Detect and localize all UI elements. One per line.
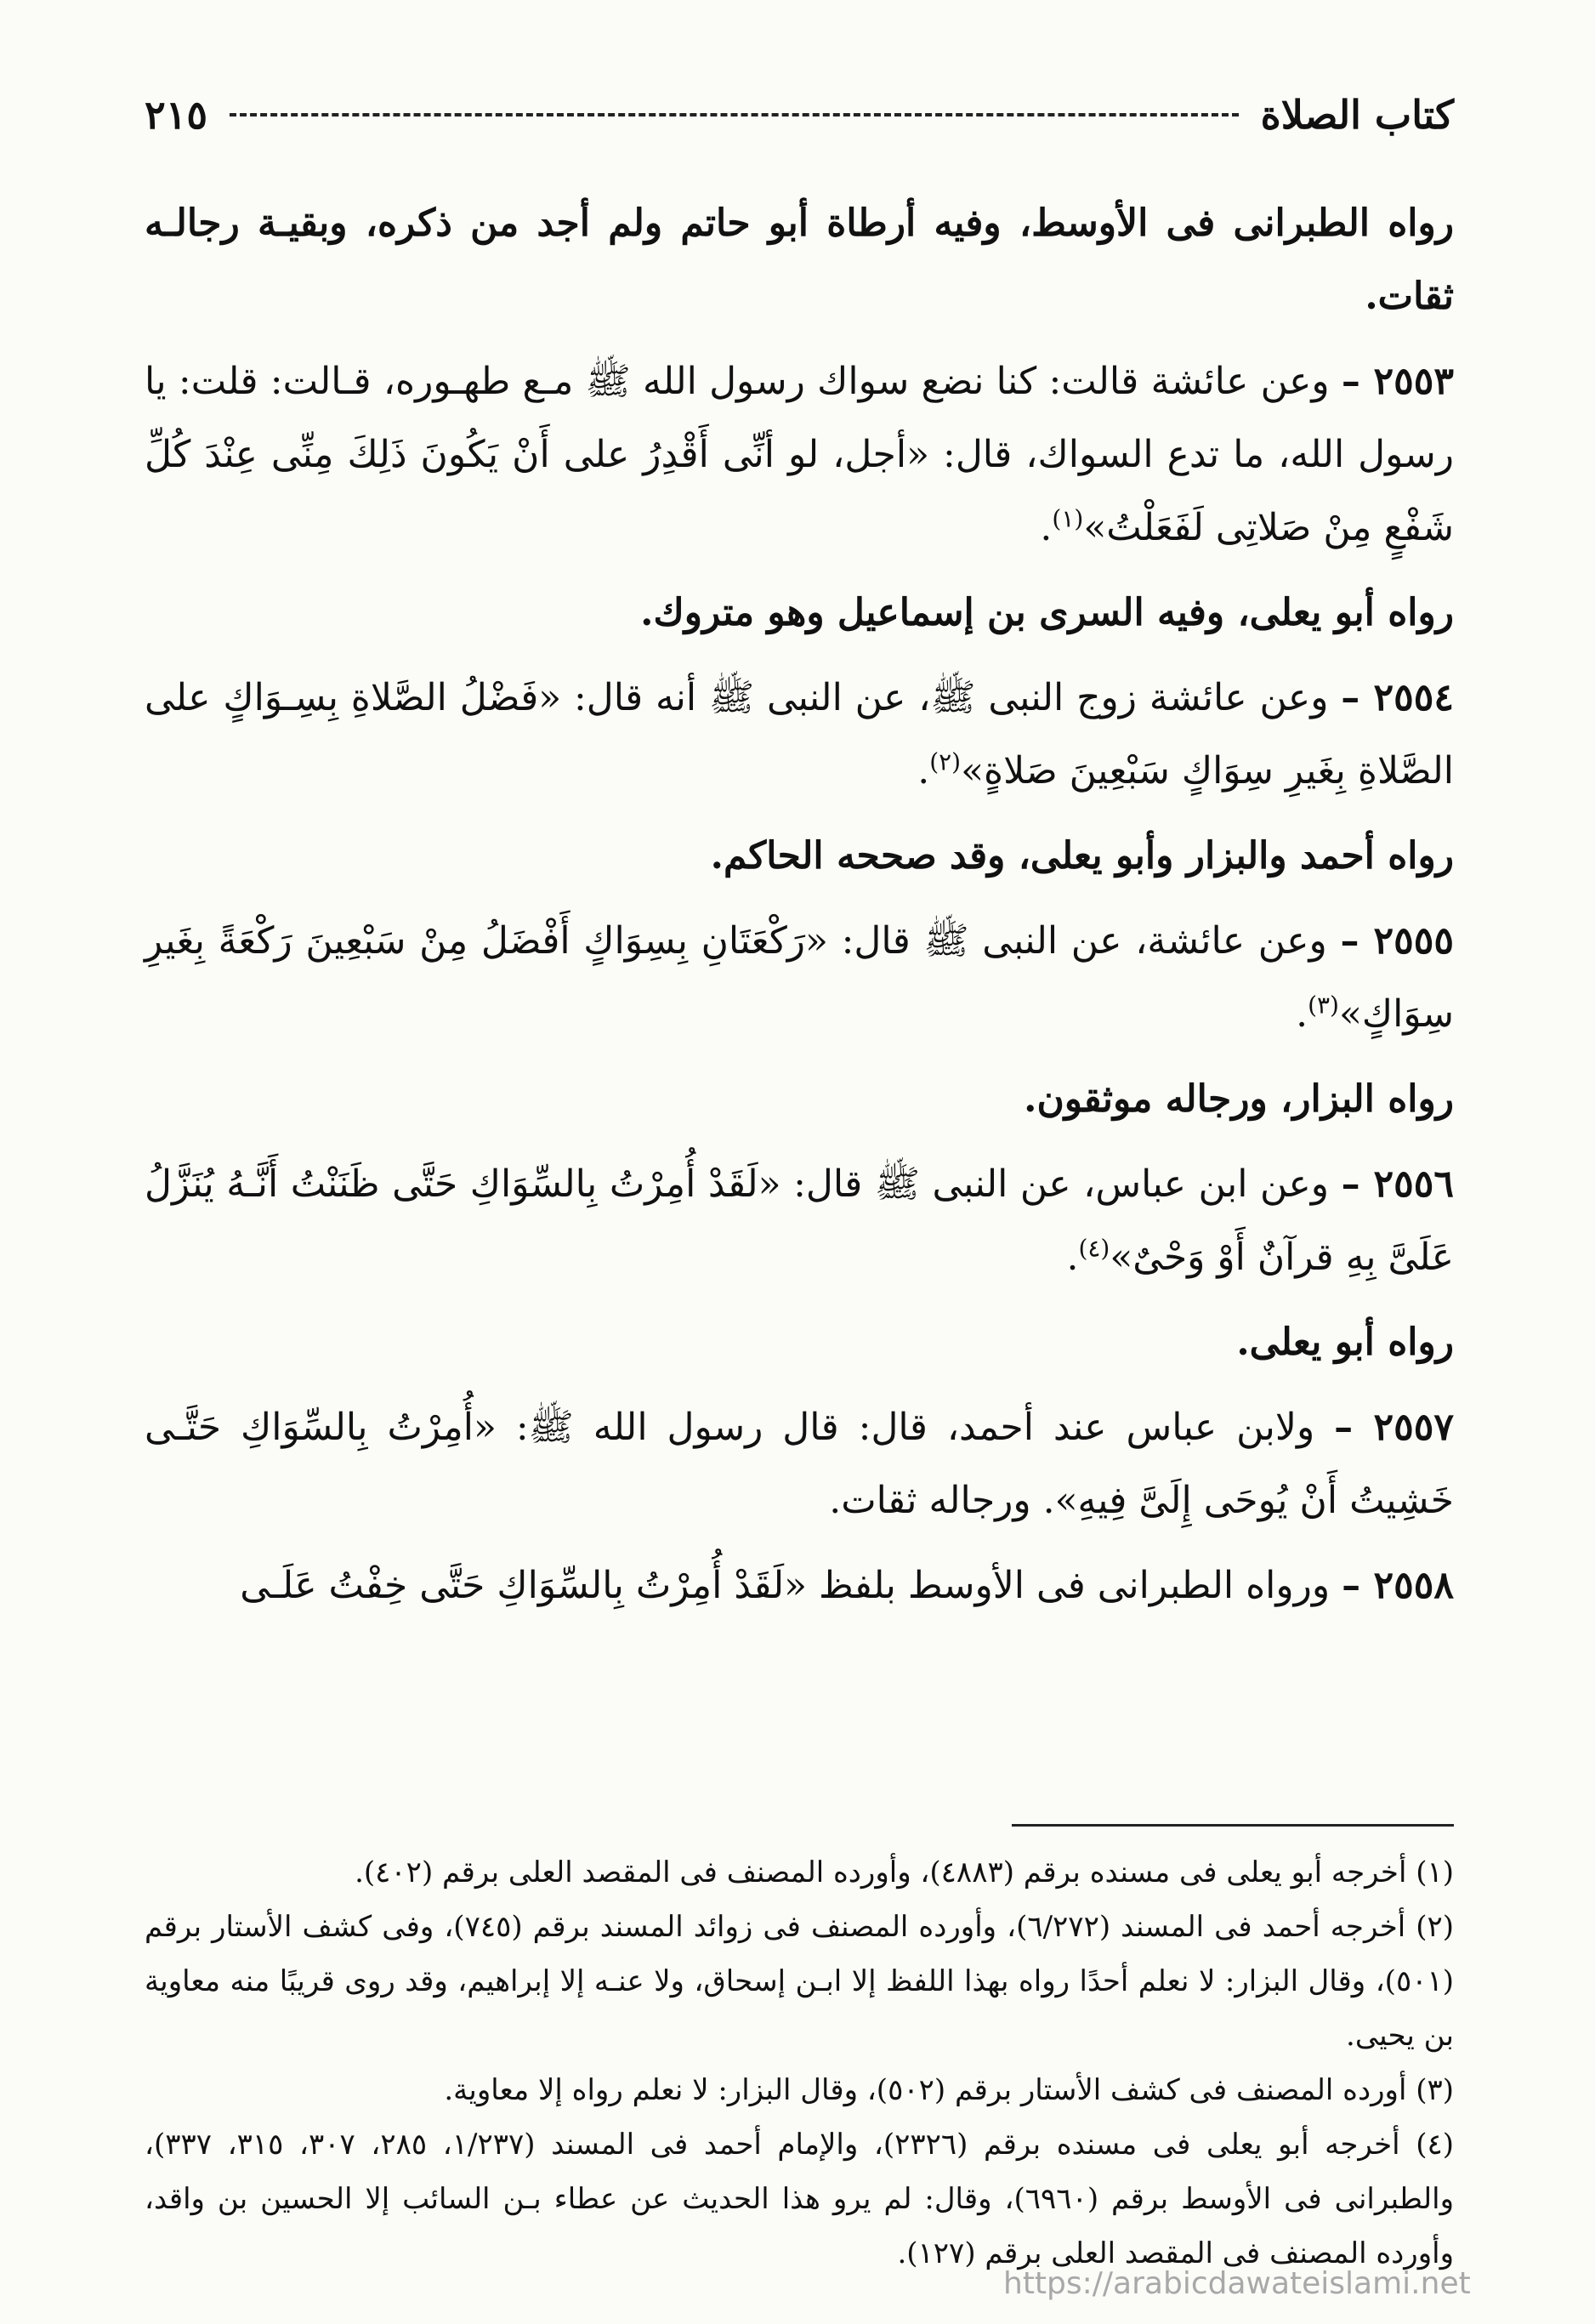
footnote-ref[interactable]: (١) [1052,504,1084,533]
paragraph [145,187,1454,333]
footnote-ref[interactable]: (٤) [1078,1234,1110,1263]
page-header [145,85,1454,145]
hadith-number: ٢٥٥٣ – [1341,360,1454,403]
hadith-2557 [145,1391,1454,1537]
footnote-2: (٢) أخرجه أحمد فى المسند (٦/٢٧٢)، وأورده المصنف فى زوائد المسند برقم (٧٤٥)، وفى كشف الأستار برقم (٥٠١)، وقال البزار: لا نعلم أحدًا رواه بهذا اللفظ إلا ابـن إسحاق، ولا عنـه إلا إبراهيم، وقد روى قريبًا منه معاوية بن يحيى. [145,1910,1455,2053]
paragraph-text: رواه الطبرانى فى الأوسط، وفيه أرطاة أبو حاتم ولم أجد من ذكره، وبقيـة رجالـه ثقات. [145,202,1454,318]
hadith-text: وعن عائشة، عن النبى ﷺ قال: «رَكْعَتَانِ بِسِوَاكٍ أَفْضَلُ مِنْ سَبْعِينَ رَكْعَةً بِغَيرِ سِوَاكٍ» [145,919,1454,1036]
footnote-3: (٣) أورده المصنف فى كشف الأستار برقم (٥٠٢)، وقال البزار: لا نعلم رواه إلا معاوية. [444,2073,1454,2107]
hadith-2555: ٢٥٥٥ – وعن عائشة، عن النبى ﷺ قال: «رَكْعَتَانِ بِسِوَاكٍ أَفْضَلُ مِنْ سَبْعِينَ رَكْعَةً بِغَيرِ سِوَاكٍ»$^{(٣)}$. [145,919,1454,1036]
footnote-ref[interactable]: (٢) [929,747,962,776]
footnote-divider [1012,1824,1454,1827]
main-text [145,187,1454,1634]
hadith-text: وعن عائشة قالت: كنا نضع سواك رسول الله ﷺ مـع طهـوره، قـالت: قلت: يا رسول الله، ما تدع السواك، قال: «أجل، لو أنِّى أَقْدِرُ على أَنْ يَكُونَ ذَلِكَ مِنِّى عِنْدَ كُلِّ شَفْعٍ مِنْ صَلاتِى لَفَعَلْتُ» [145,360,1454,549]
hadith-2554: ٢٥٥٤ – وعن عائشة زوج النبى ﷺ، عن النبى ﷺ أنه قال: «فَضْلُ الصَّلاةِ بِسِـوَاكٍ على الصَّلاةِ بِغَيرِ سِوَاكٍ سَبْعِينَ صَلاةٍ»$^{(٢)}$. [145,676,1454,793]
hadith-text: وعن عائشة زوج النبى ﷺ، عن النبى ﷺ أنه قال: «فَضْلُ الصَّلاةِ بِسِـوَاكٍ على الصَّلاةِ بِغَيرِ سِوَاكٍ سَبْعِينَ صَلاةٍ» [145,676,1454,793]
hadith-number: ٢٥٥٨ – [1342,1564,1454,1607]
paragraph [145,820,1454,893]
source-note: رواه أحمد والبزار وأبو يعلى، وقد صححه الحاكم. [710,834,1454,878]
footnotes [145,1845,1454,2281]
source-note: رواه أبو يعلى. [1236,1321,1454,1364]
paragraph [145,577,1454,650]
running-title: كتاب الصلاة [1260,92,1454,138]
hadith-text: وعن ابن عباس، عن النبى ﷺ قال: «لَقَدْ أُمِرْتُ بِالسِّوَاكِ حَتَّى ظَنَنْتُ أَنَّـهُ يُنَزَّلُ عَلَىَّ بِهِ قرآنٌ أَوْ وَحْىٌ» [145,1162,1454,1279]
book-page [145,85,1454,2296]
hadith-text: ورواه الطبرانى فى الأوسط بلفظ «لَقَدْ أُمِرْتُ بِالسِّوَاكِ حَتَّى خِفْتُ عَلَـى [240,1564,1331,1607]
hadith-number: ٢٥٥٥ – [1340,919,1454,963]
header-rule [230,113,1239,116]
page-number: ٢١٥ [145,92,208,138]
footnote-4: (٤) أخرجه أبو يعلى فى مسنده برقم (٢٣٢٦)، والإمام أحمد فى المسند (١/٢٣٧، ٢٨٥، ٣٠٧، ٣١٥، ٣٣٧)، والطبرانى فى الأوسط برقم (٦٩٦٠)، وقال: لم يرو هذا الحديث عن عطاء بـن السائب إلا الحسين بن واقد، وأورده المصنف فى المقصد العلى برقم (١٢٧). [145,2128,1455,2270]
footnote-1: (١) أخرجه أبو يعلى فى مسنده برقم (٤٨٨٣)، وأورده المصنف فى المقصد العلى برقم (٤٠٢). [355,1855,1454,1889]
hadith-number: ٢٥٥٧ – [1334,1406,1454,1449]
hadith-2558 [145,1549,1454,1622]
paragraph [145,1063,1454,1136]
source-note: رواه البزار، ورجاله موثقون. [1024,1077,1454,1121]
paragraph [145,1306,1454,1379]
hadith-number: ٢٥٥٦ – [1341,1162,1454,1206]
source-note: رواه أبو يعلى، وفيه السرى بن إسماعيل وهو متروك. [640,591,1454,634]
footnote-ref[interactable]: (٣) [1308,991,1339,1020]
watermark-url: https://arabicdawateislami.net [1003,2266,1471,2301]
hadith-text: ولابن عباس عند أحمد، قال: قال رسول الله ﷺ: «أُمِرْتُ بِالسِّوَاكِ حَتَّـى خَشِيتُ أَنْ يُوحَى إِلَىَّ فِيهِ». ورجاله ثقات. [145,1406,1454,1522]
hadith-2553: ٢٥٥٣ – وعن عائشة قالت: كنا نضع سواك رسول الله ﷺ مـع طهـوره، قـالت: قلت: يا رسول الله، ما تدع السواك، قال: «أجل، لو أنِّى أَقْدِرُ على أَنْ يَكُونَ ذَلِكَ مِنِّى عِنْدَ كُلِّ شَفْعٍ مِنْ صَلاتِى لَفَعَلْتُ»$^{(١)}$. [145,360,1454,549]
hadith-number: ٢٥٥٤ – [1341,676,1454,719]
hadith-2556: ٢٥٥٦ – وعن ابن عباس، عن النبى ﷺ قال: «لَقَدْ أُمِرْتُ بِالسِّوَاكِ حَتَّى ظَنَنْتُ أَنَّـهُ يُنَزَّلُ عَلَىَّ بِهِ قرآنٌ أَوْ وَحْىٌ»$^{(٤)}$. [145,1162,1454,1279]
